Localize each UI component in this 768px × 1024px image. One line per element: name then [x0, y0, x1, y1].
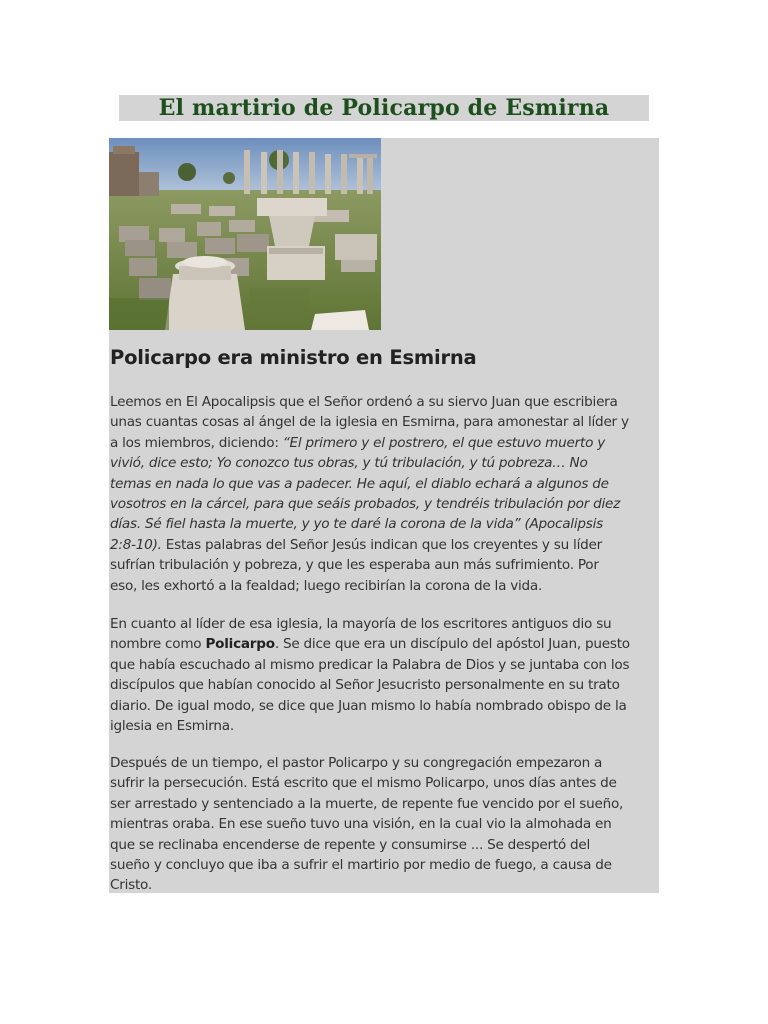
text-line: sufrir la persecución. Está escrito que el mismo Policarpo, unos días antes de — [110, 775, 617, 792]
text-line — [110, 514, 660, 534]
page-title: El martirio de Policarpo de Esmirna — [158, 95, 610, 121]
text-line: que había escuchado al mismo predicar la Palabra de Dios y se juntaba con los — [110, 656, 630, 673]
text-line: iglesia en Esmirna. — [110, 718, 234, 735]
section-heading: Policarpo era ministro en Esmirna — [110, 346, 477, 369]
quote-text: días. Sé fiel hasta la muerte, y yo te daré la corona de la vida” (Apocalipsis — [110, 516, 603, 533]
quote-text: vivió, dice esto; Yo conozco tus obras, y tú tribulación, y tú pobreza… No — [110, 455, 588, 472]
text-line — [110, 494, 660, 514]
text-run: Estas palabras del Señor Jesús indican que los creyentes y su líder — [161, 536, 602, 553]
text-line: unas cuantas cosas al ángel de la iglesia en Esmirna, para amonestar al líder y — [110, 414, 629, 431]
text-line — [110, 474, 660, 494]
text-line: Después de un tiempo, el pastor Policarpo y su congregación empezaron a — [110, 755, 603, 771]
ruins-illustration — [109, 138, 381, 330]
text-line: mientras oraba. En ese sueño tuvo una visión, en la cual vio la almohada en — [110, 816, 612, 833]
text-line: ser arrestado y sentenciado a la muerte, de repente fue vencido por el sueño, — [110, 795, 624, 812]
bold-name: Policarpo — [205, 636, 275, 653]
title-banner — [119, 95, 649, 121]
paragraph-1 — [110, 392, 660, 596]
text-line: Cristo. — [110, 877, 152, 894]
article-panel — [109, 138, 659, 893]
text-line: eso, les exhortó a la fealdad; luego recibirían la corona de la vida. — [110, 577, 543, 594]
text-line: Leemos en El Apocalipsis que el Señor ordenó a su siervo Juan que escribiera — [110, 394, 618, 410]
text-line: sueño y concluyo que iba a sufrir el martirio por medio de fuego, a causa de — [110, 857, 612, 874]
text-line: sufrían tribulación y pobreza, y que les esperaba aun más sufrimiento. Por — [110, 557, 599, 574]
text-line: que se reclinaba encenderse de repente y consumirse ... Se despertó del — [110, 836, 591, 853]
text-line — [110, 535, 660, 555]
text-run: . Se dice que era un discípulo del apóstol Juan, puesto — [274, 636, 630, 653]
text-line — [110, 433, 660, 453]
text-line — [110, 634, 660, 654]
quote-text: “El primero y el postrero, el que estuvo muerto y — [282, 434, 605, 451]
text-line: En cuanto al líder de esa iglesia, la mayoría de los escritores antiguos dio su — [110, 616, 612, 632]
text-line: diario. De igual modo, se dice que Juan mismo lo había nombrado obispo de la — [110, 697, 627, 714]
paragraph-2 — [110, 614, 660, 736]
text-run: a los miembros, diciendo: — [110, 434, 283, 451]
ruins-photo — [109, 138, 381, 330]
text-run: nombre como — [110, 636, 206, 653]
paragraph-3 — [110, 753, 660, 896]
text-line: discípulos que habían conocido al Señor Jesucristo personalmente en su trato — [110, 677, 620, 694]
quote-text: temas en nada lo que vas a padecer. He aquí, el diablo echará a algunos de — [110, 475, 609, 492]
text-line — [110, 453, 660, 473]
quote-text: vosotros en la cárcel, para que seáis probados, y tendréis tribulación por diez — [110, 496, 621, 513]
quote-reference: 2:8-10). — [110, 536, 162, 553]
